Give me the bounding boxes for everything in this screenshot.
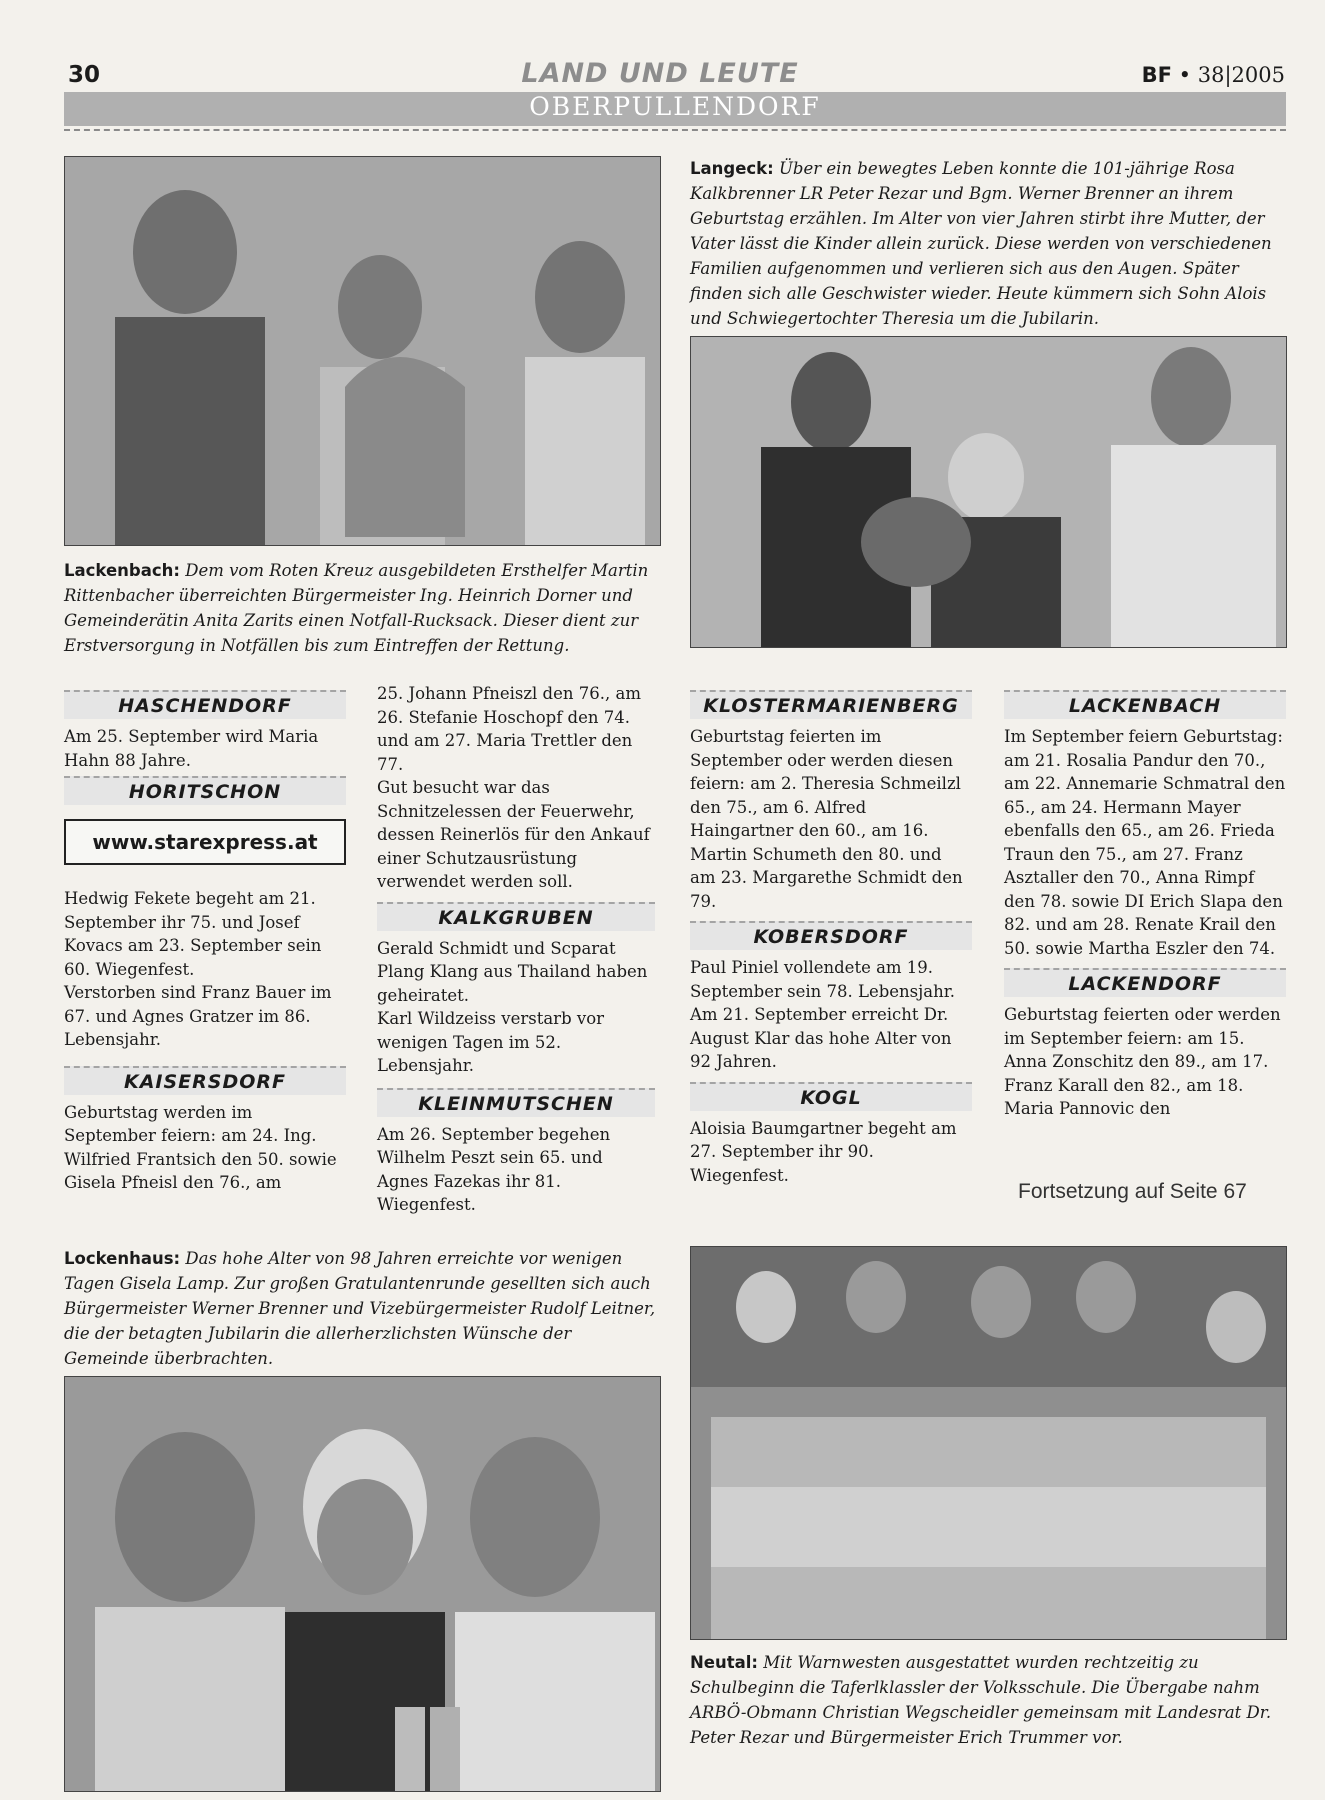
text-klostermarienberg: Geburtstag feierten im September oder werden diesen feiern: am 2. Theresia Schmeilzl den 75., am 6. Alfred Haingartner den 60., am 16. Martin Schumeth den 80. und am 23. Margarethe Schmidt den 79. bbox=[690, 727, 963, 911]
caption-lockenhaus bbox=[64, 1246, 659, 1371]
heading-haschendorf: HASCHENDORF bbox=[64, 690, 346, 719]
photo-lockenhaus bbox=[64, 1376, 661, 1792]
heading-kogl: KOGL bbox=[690, 1082, 972, 1111]
continued-note: Fortsetzung auf Seite 67 bbox=[1018, 1180, 1247, 1203]
caption-text: Mit Warnwesten ausgestattet wurden rechtzeitig zu Schulbeginn die Taferlklassler der Volksschule. Die Übergabe nahm ARBÖ-Obmann Christian Wegscheidler gemeinsam mit Landesrat Dr. Peter Rezar und Bürgermeister Erich Trummer vor. bbox=[690, 1653, 1272, 1747]
issue-number: 38|2005 bbox=[1197, 63, 1285, 87]
photo-lackenbach bbox=[64, 156, 661, 546]
header-divider bbox=[64, 129, 1286, 131]
section-title: LAND UND LEUTE bbox=[521, 58, 799, 89]
caption-lackenbach bbox=[64, 558, 654, 658]
heading-lackendorf: LACKENDORF bbox=[1004, 968, 1286, 997]
ad-starexpress: www.starexpress.at bbox=[64, 819, 346, 865]
caption-place: Lackenbach: bbox=[64, 561, 180, 580]
caption-text: Dem vom Roten Kreuz ausgebildeten Ersthelfer Martin Rittenbacher überreichten Bürgermeister Ing. Heinrich Dorner und Gemeinderätin Anita Zarits einen Notfall-Rucksack. Dieser dient zur Erstversorgung in Notfällen bis zum Eintreffen der Rettung. bbox=[64, 561, 649, 655]
heading-kaisersdorf: KAISERSDORF bbox=[64, 1066, 346, 1095]
photo-langeck bbox=[690, 336, 1287, 648]
caption-place: Langeck: bbox=[690, 159, 774, 178]
region-title: OBERPULLENDORF bbox=[529, 92, 821, 121]
text-kaisersdorf-feuerwehr: Gut besucht war das Schnitzelessen der Feuerwehr, dessen Reinerlös für den Ankauf einer Schutzausrüstung verwendet werden soll. bbox=[377, 778, 650, 891]
heading-klostermarienberg: KLOSTERMARIENBERG bbox=[690, 690, 972, 719]
caption-place: Neutal: bbox=[690, 1653, 759, 1672]
heading-kalkgruben: KALKGRUBEN bbox=[377, 902, 655, 931]
caption-neutal bbox=[690, 1650, 1285, 1750]
heading-horitschon: HORITSCHON bbox=[64, 776, 346, 805]
publication-name: BF bbox=[1141, 63, 1172, 87]
photo-neutal bbox=[690, 1246, 1287, 1640]
text-horitschon: Hedwig Fekete begeht am 21. September ihr 75. und Josef Kovacs am 23. September sein 60. Wiegenfest. bbox=[64, 889, 322, 979]
text-kobersdorf: Paul Piniel vollendete am 19. September sein 78. Lebensjahr. bbox=[690, 958, 956, 1001]
column-4 bbox=[1004, 686, 1286, 1121]
text-kobersdorf-klar: Am 21. September erreicht Dr. August Klar das hohe Alter von 92 Jahren. bbox=[690, 1005, 952, 1071]
text-lackendorf: Geburtstag feierten oder werden im September feiern: am 15. Anna Zonschitz den 89., am 17. Franz Karall den 82., am 18. Maria Pannovic den bbox=[1004, 1005, 1281, 1118]
issue-bullet: • bbox=[1178, 63, 1192, 87]
heading-lackenbach: LACKENBACH bbox=[1004, 690, 1286, 719]
text-haschendorf: Am 25. September wird Maria Hahn 88 Jahre. bbox=[64, 727, 319, 770]
text-kalkgruben-death: Karl Wildzeiss verstarb vor wenigen Tagen im 52. Lebensjahr. bbox=[377, 1009, 605, 1075]
text-kogl: Aloisia Baumgartner begeht am 27. September ihr 90. Wiegenfest. bbox=[690, 1118, 957, 1185]
caption-place: Lockenhaus: bbox=[64, 1249, 181, 1268]
text-lackenbach: Im September feiern Geburtstag: am 21. Rosalia Pandur den 70., am 22. Annemarie Schmatral den 65., am 24. Hermann Mayer ebenfalls den 65., am 26. Frieda Traun den 75., am 27. Franz Asztaller den 70., Anna Rimpf den 78. sowie DI Erich Slapa den 82. und am 28. Renate Krail den 50. sowie Martha Eszler den 74. bbox=[1004, 727, 1286, 958]
column-2 bbox=[377, 682, 655, 1217]
text-kaisersdorf-cont: 25. Johann Pfneiszl den 76., am 26. Stefanie Hoschopf den 74. und am 27. Maria Trettler den 77. bbox=[377, 684, 641, 774]
heading-kobersdorf: KOBERSDORF bbox=[690, 921, 972, 950]
page-number: 30 bbox=[68, 62, 101, 88]
column-3 bbox=[690, 686, 972, 1187]
text-horitschon-deaths: Verstorben sind Franz Bauer im 67. und Agnes Gratzer im 86. Lebensjahr. bbox=[64, 983, 332, 1049]
caption-text: Das hohe Alter von 98 Jahren erreichte vor wenigen Tagen Gisela Lamp. Zur großen Gratulantenrunde gesellten sich auch Bürgermeister Werner Brenner und Vizebürgermeister Rudolf Leitner, die der betagten Jubilarin die allerherzlichsten Wünsche der Gemeinde überbrachten. bbox=[64, 1249, 656, 1368]
issue-info bbox=[1142, 63, 1285, 87]
text-kleinmutschen: Am 26. September begehen Wilhelm Peszt sein 65. und Agnes Fazekas ihr 81. Wiegenfest. bbox=[377, 1124, 611, 1214]
heading-kleinmutschen: KLEINMUTSCHEN bbox=[377, 1088, 655, 1117]
caption-langeck bbox=[690, 156, 1285, 331]
text-kaisersdorf: Geburtstag werden im September feiern: am 24. Ing. Wilfried Frantsich den 50. sowie Gisela Pfneisl den 76., am bbox=[64, 1102, 337, 1192]
region-banner bbox=[64, 92, 1286, 126]
column-1 bbox=[64, 686, 346, 1195]
caption-text: Über ein bewegtes Leben konnte die 101-jährige Rosa Kalkbrenner LR Peter Rezar und Bgm. Werner Brenner an ihrem Geburtstag erzählen. Im Alter von vier Jahren stirbt ihre Mutter, der Vater lässt die Kinder allein zurück. Diese werden von verschiedenen Familien aufgenommen und verlieren sich aus den Augen. Später finden sich alle Geschwister wieder. Heute kümmern sich Sohn Alois und Schwiegertochter Theresia um die Jubilarin. bbox=[690, 159, 1272, 328]
text-kalkgruben: Gerald Schmidt und Scparat Plang Klang aus Thailand haben geheiratet. bbox=[377, 938, 648, 1005]
